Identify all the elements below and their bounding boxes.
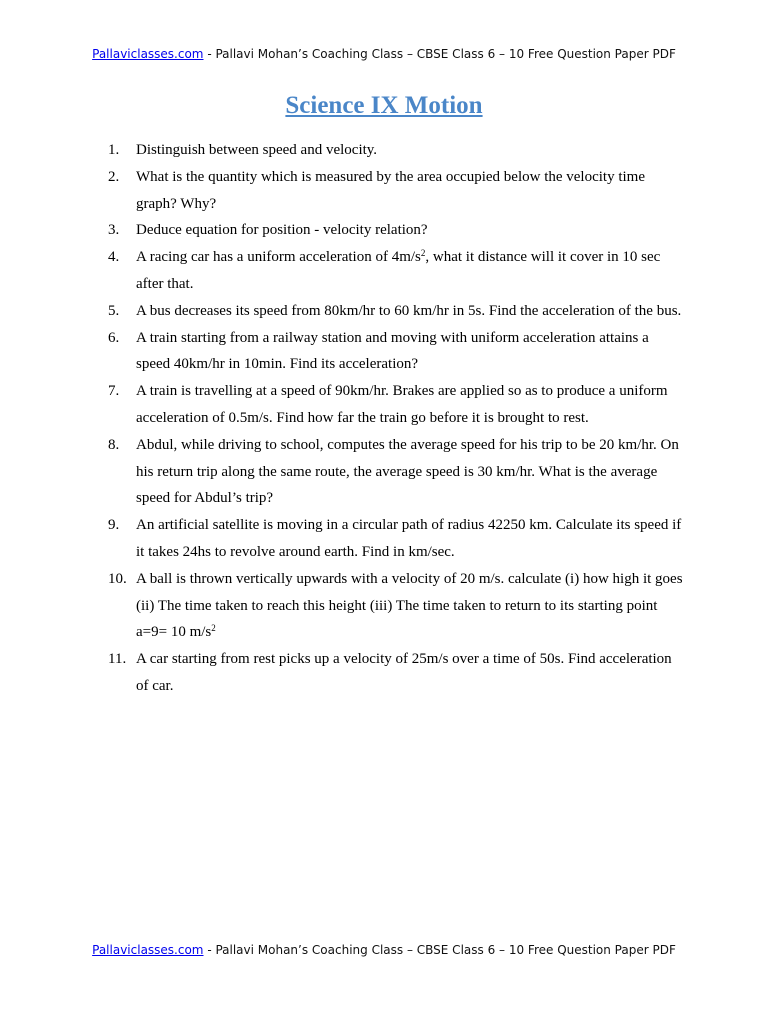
question-text: A train starting from a railway station and moving with uniform acceleration attains a speed 40km/hr in 10min. Find its acceleration? [136,329,649,373]
question-number: 10. [108,570,127,587]
header-text: - Pallavi Mohan’s Coaching Class – CBSE Class 6 – 10 Free Question Paper PDF [203,47,676,61]
question-text-part: A racing car has a uniform acceleration of 4m/s [136,249,421,266]
question-item [108,512,686,566]
question-list [108,137,686,700]
question-item [108,325,686,379]
question-number: 7. [108,383,120,400]
question-number: 4. [108,249,120,266]
question-number: 9. [108,517,120,534]
question-item [108,378,686,432]
question-number: 8. [108,436,120,453]
question-item [108,566,686,646]
footer-site-link[interactable]: Pallaviclasses.com [92,943,204,957]
page-title: Science IX Motion [285,92,483,119]
question-text: A car starting from rest picks up a velocity of 25m/s over a time of 50s. Find acceleration of car. [136,651,672,694]
question-text: Deduce equation for position - velocity relation? [136,222,428,239]
header-site-link[interactable]: Pallaviclasses.com [92,47,204,61]
question-text: Abdul, while driving to school, computes the average speed for his trip to be 20 km/hr. On his return trip along the same route, the average speed is 30 km/hr. What is the average speed for Abdul’s trip? [136,436,679,507]
question-text [136,249,660,292]
question-number: 3. [108,222,120,239]
question-item [108,432,686,512]
question-number: 11. [108,651,127,668]
superscript: 2 [420,248,426,259]
question-text: An artificial satellite is moving in a circular path of radius 42250 km. Calculate its speed if it takes 24hs to revolve around earth. Find in km/sec. [136,517,682,560]
question-item [108,646,686,700]
question-number: 2. [108,168,120,185]
question-item [108,244,686,298]
superscript: 2 [211,623,216,634]
question-item [108,217,686,244]
question-text-part: , what it distance will it cover in 10 sec after that. [136,249,661,292]
question-item [108,164,686,218]
page-header [0,47,768,61]
question-item [108,137,686,164]
question-number: 6. [108,329,120,346]
question-text: A train is travelling at a speed of 90km/hr. Brakes are applied so as to produce a uniform acceleration of 0.5m/s. Find how far the train go before it is brought to rest. [136,383,668,426]
question-text: A bus decreases its speed from 80km/hr to 60 km/hr in 5s. Find the acceleration of the bus. [136,302,682,319]
question-text: What is the quantity which is measured by the area occupied below the velocity time graph? Why? [136,168,646,212]
question-text: Distinguish between speed and velocity. [136,142,378,158]
footer-text: - Pallavi Mohan’s Coaching Class – CBSE Class 6 – 10 Free Question Paper PDF [203,943,676,957]
question-number: 5. [108,302,120,319]
question-number: 1. [108,142,120,158]
page-footer [0,943,768,957]
question-text [136,571,683,641]
question-text-part: A ball is thrown vertically upwards with a velocity of 20 m/s. calculate (i) how high it goes (ii) The time taken to reach this height (iii) The time taken to return to its starting point a=9= 10 m/s [136,570,683,641]
question-item [108,298,686,325]
